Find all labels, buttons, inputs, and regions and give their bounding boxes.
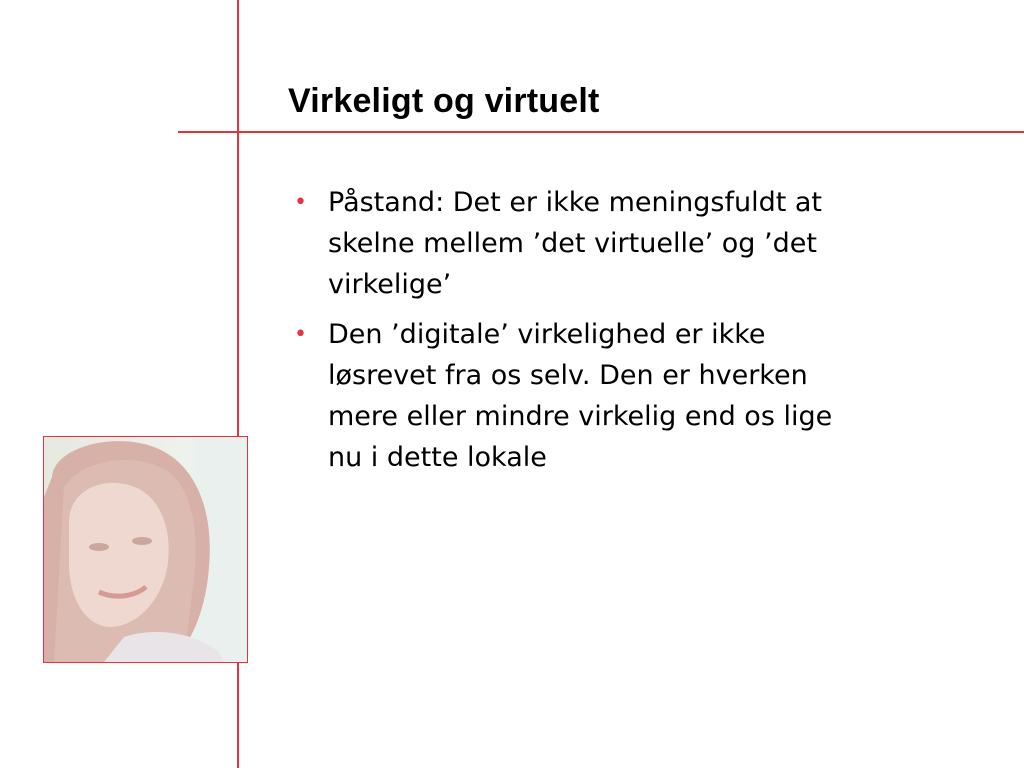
bullet-text: Påstand: Det er ikke meningsfuldt at skelne mellem ’det virtuelle’ og ’det virkelige’ [328,187,823,300]
horizontal-rule [178,131,1024,133]
bullet-dot-icon: • [294,322,307,347]
portrait-photo-icon [44,437,247,662]
bullet-item [294,182,854,305]
bullet-dot-icon: • [294,190,307,215]
bullet-text: Den ’digitale’ virkelighed er ikke løsrevet fra os selv. Den er hverken mere eller mindre virkelig end os lige nu i dette lokale [328,319,833,473]
slide-title: Virkeligt og virtuelt [288,82,600,120]
bullet-item [294,314,854,478]
bullet-list [294,182,854,487]
portrait-photo [43,436,248,663]
